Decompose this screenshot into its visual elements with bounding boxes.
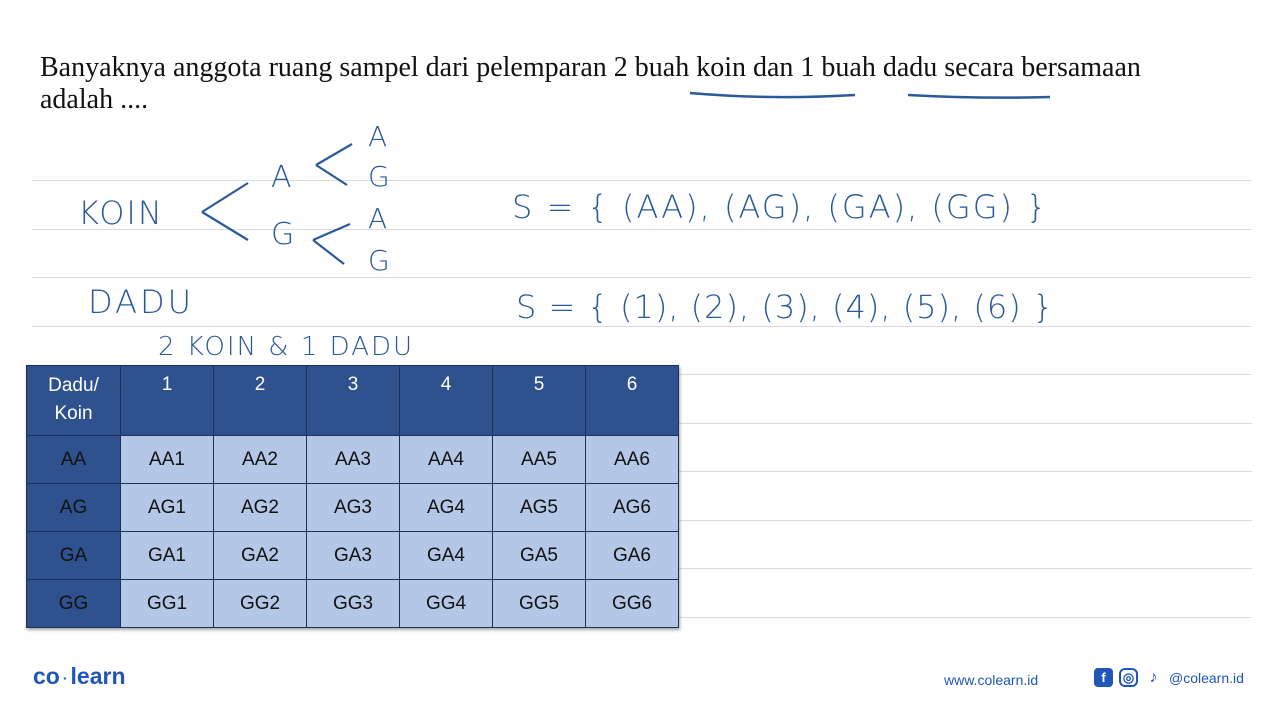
tree-node-a: A	[271, 160, 292, 195]
social-handle[interactable]: @colearn.id	[1169, 669, 1244, 686]
koin-label: KOIN	[78, 194, 164, 232]
branch-g-lower	[313, 240, 344, 264]
sample-space-dadu: S = { (1), (2), (3), (4), (5), (6) }	[516, 288, 1055, 326]
branch-g-upper	[313, 224, 350, 240]
logo-dot: ·	[62, 669, 68, 686]
table-cell: AG6	[586, 484, 679, 532]
table-header-row	[27, 366, 679, 436]
table-cell: AA1	[121, 436, 214, 484]
column-header: 6	[586, 366, 679, 436]
branch-a-upper	[316, 144, 352, 165]
corner-label-dadu: Dadu/	[48, 375, 99, 396]
table-row	[27, 436, 679, 484]
column-header: 5	[493, 366, 586, 436]
table-cell: GA4	[400, 532, 493, 580]
table-cell: GG3	[307, 580, 400, 628]
underline-2-buah-koin	[690, 93, 855, 97]
instagram-icon[interactable]: ◎	[1119, 668, 1138, 687]
table-row	[27, 580, 679, 628]
branch-koin-lower	[202, 212, 248, 240]
row-header: GG	[27, 580, 121, 628]
colearn-logo	[33, 663, 126, 690]
facebook-icon[interactable]: f	[1094, 668, 1113, 687]
table-cell: GG6	[586, 580, 679, 628]
table-cell: GG2	[214, 580, 307, 628]
table-cell: GA2	[214, 532, 307, 580]
branch-a-lower	[316, 165, 347, 185]
table-cell: AA5	[493, 436, 586, 484]
combo-label: 2 KOIN & 1 DADU	[158, 332, 415, 362]
table-cell: AG4	[400, 484, 493, 532]
table-corner-header	[27, 366, 121, 436]
table-cell: GA1	[121, 532, 214, 580]
row-header: AA	[27, 436, 121, 484]
tiktok-icon[interactable]: ♪	[1149, 668, 1158, 686]
table-cell: GG5	[493, 580, 586, 628]
column-header: 4	[400, 366, 493, 436]
table-cell: AG2	[214, 484, 307, 532]
dadu-label: DADU	[88, 283, 195, 321]
table-cell: GG1	[121, 580, 214, 628]
corner-label-koin: Koin	[54, 403, 93, 424]
website-link[interactable]: www.colearn.id	[944, 672, 1039, 688]
table-cell: GA6	[586, 532, 679, 580]
row-header: AG	[27, 484, 121, 532]
logo-text-learn: learn	[70, 663, 126, 689]
tree-leaf-g-2: G	[368, 244, 390, 277]
table-cell: AA4	[400, 436, 493, 484]
column-header: 3	[307, 366, 400, 436]
tree-leaf-a-2: A	[368, 202, 388, 235]
table-row	[27, 532, 679, 580]
logo-text-co: co	[33, 663, 60, 689]
table-cell: AA2	[214, 436, 307, 484]
table-cell: AG3	[307, 484, 400, 532]
table-cell: GA3	[307, 532, 400, 580]
tree-node-g: G	[271, 217, 295, 252]
column-header: 2	[214, 366, 307, 436]
table-cell: AA3	[307, 436, 400, 484]
column-header: 1	[121, 366, 214, 436]
table-cell: AG5	[493, 484, 586, 532]
table-cell: AG1	[121, 484, 214, 532]
table-cell: GA5	[493, 532, 586, 580]
underline-1-buah-dadu	[908, 95, 1050, 98]
branch-koin-upper	[202, 183, 248, 212]
question-text: Banyaknya anggota ruang sampel dari pelemparan 2 buah koin dan 1 buah dadu secara bersamaan adalah ....	[40, 52, 1141, 115]
sample-space-table	[26, 365, 679, 628]
row-header: GA	[27, 532, 121, 580]
table-cell: GG4	[400, 580, 493, 628]
sample-space-koin: S = { (AA), (AG), (GA), (GG) }	[512, 188, 1049, 226]
tree-leaf-a-1: A	[368, 120, 388, 153]
tree-leaf-g-1: G	[368, 160, 390, 193]
table-cell: AA6	[586, 436, 679, 484]
table-row	[27, 484, 679, 532]
social-links	[1094, 668, 1244, 687]
